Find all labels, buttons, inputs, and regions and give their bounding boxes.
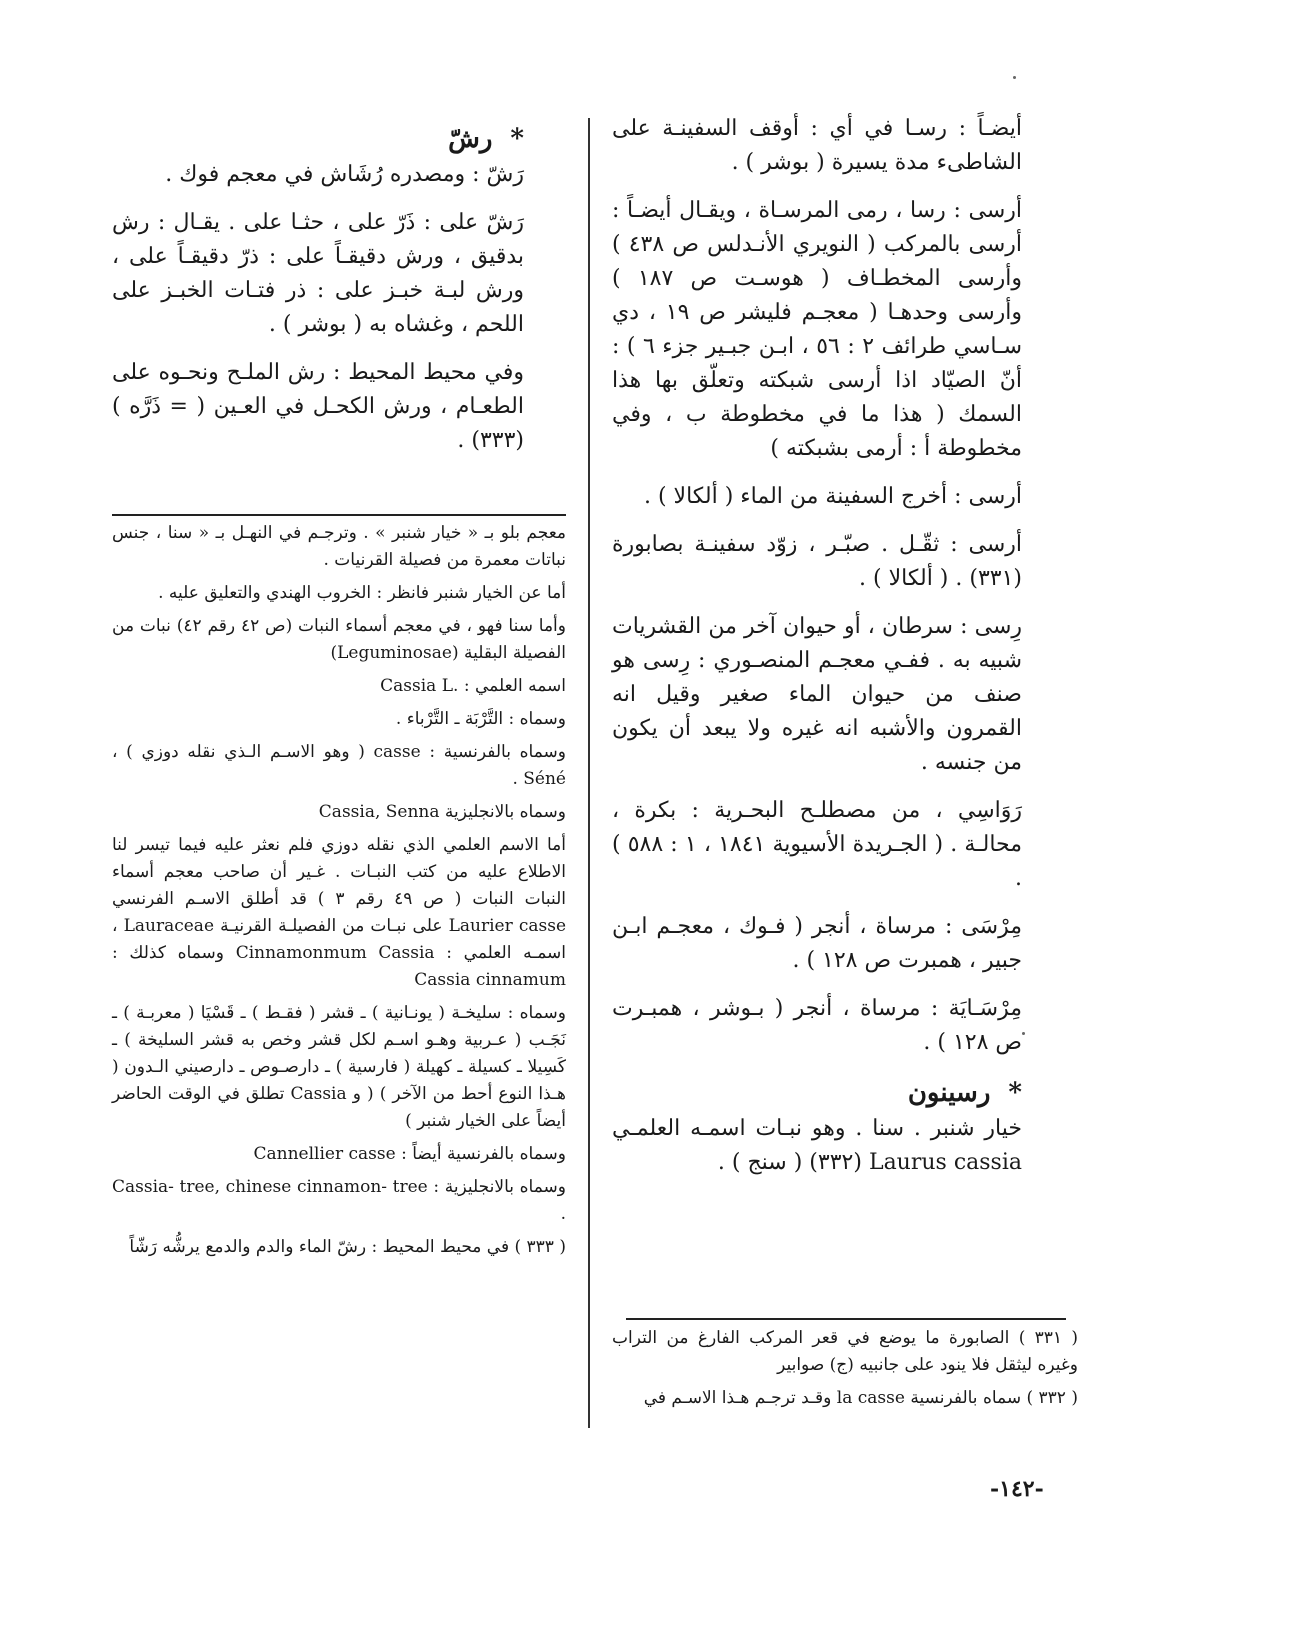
paragraph-risa: رِسى : سرطان ، أو حيوان آخر من القشريات شبيه به . ففـي معجـم المنصـوري : رِسى هو صنف من حيوان الماء صغير وقيل انه القمرون والأشبه انه غيره ولا يبعد أن يكون من جنسه . — [612, 614, 1022, 775]
paragraph-marsa: مِرْسَى : مرساة ، أنجر ( فـوك ، معجـم ابـن جبير ، همبرت ص ١٢٨ ) . — [612, 914, 1022, 973]
entry-heading-rashsh — [112, 120, 524, 158]
scan-speck — [1013, 76, 1016, 79]
paragraph-marsaya: مِرْسَـايَة : مرساة ، أنجر ( بـوشر ، همبـرت ص ١٢٨ ) . — [612, 996, 1022, 1055]
paragraph-aydan: أيضـاً : رسـا في أي : أوقف السفينـة على الشاطىء مدة يسيرة ( بوشر ) . — [612, 116, 1022, 175]
entry-definition-rasinun — [612, 1112, 1022, 1180]
paragraph-arsa-3: أرسى : ثقّـل . صبّـر ، زوّد سفينـة بصابورة (٣٣١) . ( ألكالا ) . — [612, 532, 1022, 591]
footnote-line: اسمه العلمي : .Cassia L — [380, 676, 566, 696]
paragraph-arsa-1: أرسى : رسا ، رمى المرسـاة ، ويقـال أيضـاً : أرسى بالمركب ( النويري الأنـدلس ص ٤٣٨ ) وأرسى المخطـاف ( هوسـت ص ١٨٧ ) وأرسى وحدهـا ( معجـم فليشر ص ١٩ ، دي سـاسي طرائف ٢ : ٥٦ ، ابـن جبـير جزء ٦ ) : أنّ الصيّاد اذا أرسى شبكته وتعلّق بها هذا السمك ( هذا ما في مخطوطة ب ، وفي مخطوطة أ : أرمى بشبكته ) — [612, 198, 1023, 461]
entry-heading-rasinun — [612, 1074, 1022, 1112]
footnote-line: وسماه بالانجليزية Cassia, Senna — [318, 802, 566, 822]
paragraph-rashsh-3: وفي محيط المحيط : رش الملـح ونحـوه على الطعـام ، ورش الكحـل في العـين ( = ذَرَّه ) (٣٣٣) . — [112, 360, 524, 453]
footnote-333: ( ٣٣٣ ) في محيط المحيط : رشّ الماء والدم والدمع يرشُّه رَشّاً — [129, 1237, 566, 1257]
footnote-line: وسماه : التَّرْبَة ـ التَّرْباء . — [395, 709, 566, 729]
entry-headword: رشّ — [448, 124, 493, 154]
paragraph-rashsh-1: رَشّ : ومصدره رُشَاش في معجم فوك . — [165, 162, 524, 187]
column-divider — [588, 118, 590, 1428]
footnote-line: وسماه : سليخـة ( يونـانية ) ـ قشر ( فقـط ) ـ قَسْيَا ( معربـة ) ـ نَجَـب ( عـربية وهـو اسـم لكل قشر وخص به قشر السليخة ) ـ كَسِيلا ـ كسيلة ـ كهيلة ( فارسية ) ـ دارصـوص ـ دارصيني الـدون ( هـذا النوع أحط من الآخر ) ( و Cassia تطلق في الوقت الحاضر أيضاً على الخيار شنبر ) — [112, 1003, 566, 1131]
footnote-line: أما الاسم العلمي الذي نقله دوزي فلم نعثر عليه فيما تيسر لنا الاطلاع عليه من كتب النبـات . غـير أن صاحب معجم أسماء النبات النبات ( ص ٤٩ رقم ٣ ) قد أطلق الاسـم الفرنسي Laurier casse على نبـات من الفصيلـة القرنيـة Lauraceae ، اسمـه العلمي : Cinnamonmum Cassia وسماه كذلك : Cassia cinnamum — [112, 835, 567, 990]
page-number: -١٤٢- — [990, 1476, 1044, 1502]
footnote-331: ( ٣٣١ ) الصابورة ما يوضع في قعر المركب الفارغ من التراب وغيره ليثقل فلا ينود على جانبيه (ج) صوابير — [612, 1328, 1078, 1375]
paragraph-rashsh-2: رَشّ على : ذَرّ على ، حثـا على . يقـال : رش بدقيق ، ورش دقيقـاً على : ذرّ دقيقـاً على ، ورش لبـة خبـز على : ذر فتـات الخبـز على اللحم ، وغشاه به ( بوشر ) . — [112, 210, 524, 337]
entry-definition-tail: (٣٣٢) ( سنج ) . — [717, 1150, 862, 1175]
entry-latin-name: Laurus cassia — [868, 1150, 1022, 1175]
footnote-line: وأما سنا فهو ، في معجم أسماء النبات (ص ٤٢ رقم ٤٢) نبات من الفصيلة البقلية (Leguminosae) — [112, 616, 566, 663]
footnotes-left — [112, 520, 566, 1267]
entry-headword: رسينون — [907, 1078, 991, 1108]
footnote-line: وسماه بالانجليزية : Cassia- tree, chinese cinnamon- tree . — [112, 1177, 566, 1224]
entry-star-icon: * — [510, 124, 524, 154]
paragraph-rawasi: رَوَاسِي ، من مصطلـح البحـرية : بكرة ، محالـة . ( الجـريدة الأسيوية ١٨٤١ ، ١ : ٥٨٨ ) . — [612, 798, 1023, 891]
left-column — [112, 120, 524, 472]
footnote-line: وسماه بالفرنسية : casse ( وهو الاسـم الـذي نقله دوزي ) ، Séné . — [112, 742, 566, 789]
entry-star-icon: * — [1008, 1078, 1022, 1108]
footnote-line: وسماه بالفرنسية أيضاً : Cannellier casse — [253, 1144, 566, 1164]
footnotes-right — [612, 1325, 1078, 1418]
footnote-rule-left — [112, 514, 566, 516]
entry-definition-text: خيار شنبر . سنا . وهو نبـات اسمـه العلمـي — [612, 1116, 1022, 1141]
footnote-line: معجم بلو بـ « خيار شنبر » . وترجـم في النهـل بـ « سنا ، جنس نباتات معمرة من فصيلة القرنيات . — [112, 523, 566, 570]
right-column — [612, 112, 1022, 1194]
footnote-332: ( ٣٣٢ ) سماه بالفرنسية la casse وقـد ترجـم هـذا الاسـم في — [643, 1388, 1078, 1408]
footnote-rule-right — [626, 1318, 1066, 1320]
paragraph-arsa-2: أرسى : أخرج السفينة من الماء ( ألكالا ) . — [643, 484, 1022, 509]
scan-speck — [1022, 1032, 1025, 1035]
footnote-line: أما عن الخيار شنبر فانظر : الخروب الهندي والتعليق عليه . — [158, 583, 566, 603]
